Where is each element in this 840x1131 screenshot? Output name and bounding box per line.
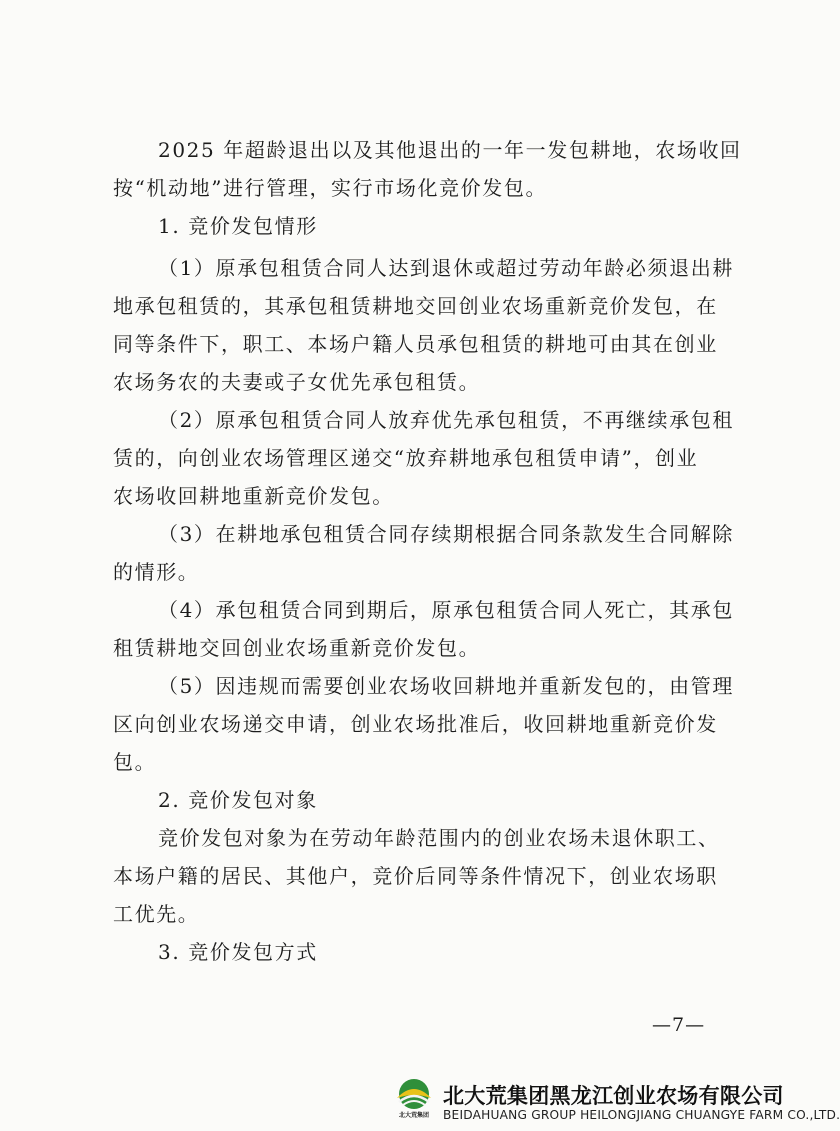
paragraph-line: （5）因违规而需要创业农场收回耕地并重新发包的，由管理 xyxy=(158,674,734,698)
paragraph-line: 农场收回耕地重新竞价发包。 xyxy=(113,484,394,508)
paragraph-line: 本场户籍的居民、其他户，竞价后同等条件情况下，创业农场职 xyxy=(113,864,718,888)
paragraph-line: 赁的，向创业农场管理区递交“放弃耕地承包租赁申请”，创业 xyxy=(113,446,699,470)
paragraph-line: 的情形。 xyxy=(113,560,200,584)
paragraph-line: （3）在耕地承包租赁合同存续期根据合同条款发生合同解除 xyxy=(158,522,734,546)
paragraph-line: 同等条件下，职工、本场户籍人员承包租赁的耕地可由其在创业 xyxy=(113,332,718,356)
paragraph-line: （1）原承包租赁合同人达到退休或超过劳动年龄必须退出耕 xyxy=(158,256,734,280)
logo-caption: 北大荒集团 xyxy=(398,1112,429,1119)
paragraph-line: 竞价发包对象为在劳动年龄范围内的创业农场未退休职工、 xyxy=(158,826,720,850)
paragraph-line: 工优先。 xyxy=(113,902,200,926)
paragraph-line: 租赁耕地交回创业农场重新竞价发包。 xyxy=(113,636,481,660)
company-name-cn: 北大荒集团黑龙江创业农场有限公司 xyxy=(443,1084,784,1108)
paragraph-line: 包。 xyxy=(113,750,157,774)
paragraph-line: 地承包租赁的，其承包租赁耕地交回创业农场重新竞价发包，在 xyxy=(113,294,718,318)
page-number: —7— xyxy=(652,1014,706,1036)
section-heading: 1. 竞价发包情形 xyxy=(158,214,318,238)
section-heading: 3. 竞价发包方式 xyxy=(158,940,318,964)
paragraph-line: （2）原承包租赁合同人放弃优先承包租赁，不再继续承包租 xyxy=(158,408,734,432)
paragraph-line: 区向创业农场递交申请，创业农场批准后，收回耕地重新竞价发 xyxy=(113,712,718,736)
paragraph-line: 按“机动地”进行管理，实行市场化竞价发包。 xyxy=(113,176,548,200)
section-heading: 2. 竞价发包对象 xyxy=(158,788,318,812)
company-name-en: BEIDAHUANG GROUP HEILONGJIANG CHUANGYE FARM CO.,LTD. xyxy=(443,1108,840,1122)
paragraph-line: 2025 年超龄退出以及其他退出的一年一发包耕地，农场收回 xyxy=(158,138,742,162)
paragraph-line: 农场务农的夫妻或子女优先承包租赁。 xyxy=(113,370,481,394)
paragraph-line: （4）承包租赁合同到期后，原承包租赁合同人死亡，其承包 xyxy=(158,598,734,622)
